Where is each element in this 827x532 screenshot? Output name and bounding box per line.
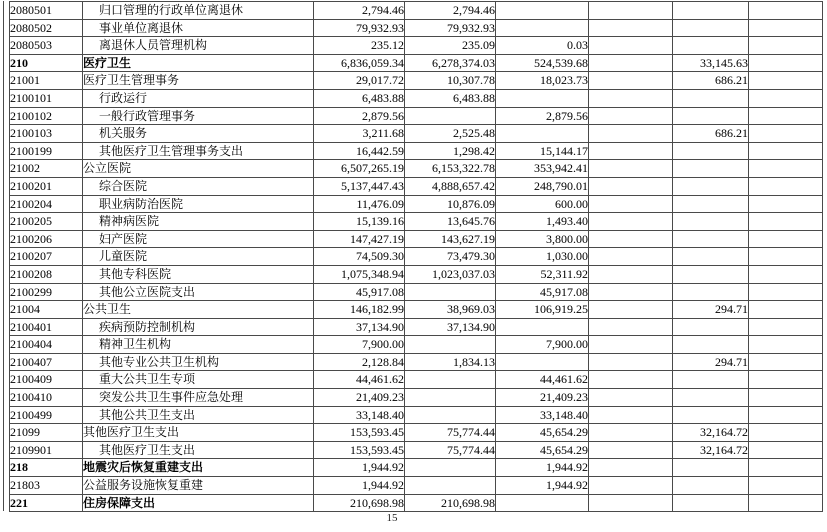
- table-row: [10, 371, 823, 389]
- code-cell: 2080503: [10, 37, 83, 55]
- amount-cell: [673, 37, 749, 55]
- amount-cell: [673, 195, 749, 213]
- table-row: [10, 37, 823, 55]
- amount-cell: 147,427.19: [314, 230, 405, 248]
- amount-cell: [589, 353, 673, 371]
- amount-cell: 52,311.92: [496, 265, 589, 283]
- amount-cell: [749, 459, 823, 477]
- table-row: [10, 248, 823, 266]
- amount-cell: 235.12: [314, 37, 405, 55]
- amount-cell: 3,211.68: [314, 125, 405, 143]
- amount-cell: [405, 406, 496, 424]
- code-cell: 21002: [10, 160, 83, 178]
- table-row: [10, 389, 823, 407]
- amount-cell: [749, 89, 823, 107]
- table-row: [10, 54, 823, 72]
- table-row: [10, 336, 823, 354]
- amount-cell: 4,888,657.42: [405, 177, 496, 195]
- amount-cell: [589, 54, 673, 72]
- table-row: [10, 213, 823, 231]
- amount-cell: [749, 195, 823, 213]
- budget-expenditure-table: [9, 1, 823, 512]
- amount-cell: [749, 2, 823, 20]
- name-cell: 离退休人员管理机构: [83, 37, 314, 55]
- name-cell: 其他医疗卫生支出: [83, 441, 314, 459]
- amount-cell: [673, 318, 749, 336]
- amount-cell: 210,698.98: [314, 494, 405, 512]
- name-cell: 儿童医院: [83, 248, 314, 266]
- code-cell: 21001: [10, 72, 83, 90]
- table-row: [10, 230, 823, 248]
- amount-cell: 7,900.00: [314, 336, 405, 354]
- amount-cell: 248,790.01: [496, 177, 589, 195]
- name-cell: 职业病防治医院: [83, 195, 314, 213]
- amount-cell: 32,164.72: [673, 441, 749, 459]
- table-row: [10, 19, 823, 37]
- amount-cell: [405, 283, 496, 301]
- amount-cell: 74,509.30: [314, 248, 405, 266]
- amount-cell: 7,900.00: [496, 336, 589, 354]
- code-cell: 2100204: [10, 195, 83, 213]
- amount-cell: [589, 177, 673, 195]
- amount-cell: 33,145.63: [673, 54, 749, 72]
- amount-cell: [749, 265, 823, 283]
- amount-cell: [496, 318, 589, 336]
- amount-cell: [589, 89, 673, 107]
- name-cell: 其他专业公共卫生机构: [83, 353, 314, 371]
- table-row: [10, 441, 823, 459]
- amount-cell: 1,030.00: [496, 248, 589, 266]
- code-cell: 2100401: [10, 318, 83, 336]
- amount-cell: [749, 353, 823, 371]
- amount-cell: 45,654.29: [496, 424, 589, 442]
- amount-cell: 21,409.23: [496, 389, 589, 407]
- amount-cell: [749, 213, 823, 231]
- amount-cell: 2,794.46: [314, 2, 405, 20]
- amount-cell: 37,134.90: [405, 318, 496, 336]
- amount-cell: [749, 160, 823, 178]
- amount-cell: [673, 160, 749, 178]
- amount-cell: 79,932.93: [405, 19, 496, 37]
- amount-cell: [589, 301, 673, 319]
- amount-cell: [673, 107, 749, 125]
- amount-cell: [673, 371, 749, 389]
- amount-cell: [673, 406, 749, 424]
- amount-cell: [673, 230, 749, 248]
- code-cell: 2100207: [10, 248, 83, 266]
- amount-cell: 18,023.73: [496, 72, 589, 90]
- code-cell: 2100410: [10, 389, 83, 407]
- amount-cell: 1,075,348.94: [314, 265, 405, 283]
- amount-cell: [496, 89, 589, 107]
- amount-cell: [673, 213, 749, 231]
- amount-cell: [589, 283, 673, 301]
- amount-cell: [749, 371, 823, 389]
- amount-cell: [673, 2, 749, 20]
- page-left-border-line: [3, 1, 4, 511]
- amount-cell: 146,182.99: [314, 301, 405, 319]
- name-cell: 其他公共卫生支出: [83, 406, 314, 424]
- amount-cell: [405, 459, 496, 477]
- amount-cell: [589, 19, 673, 37]
- name-cell: 其他公立医院支出: [83, 283, 314, 301]
- amount-cell: 75,774.44: [405, 424, 496, 442]
- amount-cell: [589, 441, 673, 459]
- amount-cell: 106,919.25: [496, 301, 589, 319]
- amount-cell: [749, 37, 823, 55]
- name-cell: 妇产医院: [83, 230, 314, 248]
- code-cell: 2100205: [10, 213, 83, 231]
- page-number: 15: [386, 512, 398, 524]
- amount-cell: [589, 406, 673, 424]
- amount-cell: [749, 389, 823, 407]
- amount-cell: 44,461.62: [496, 371, 589, 389]
- amount-cell: [749, 318, 823, 336]
- amount-cell: [673, 494, 749, 512]
- code-cell: 2100407: [10, 353, 83, 371]
- table-row: [10, 301, 823, 319]
- table-row: [10, 283, 823, 301]
- amount-cell: 75,774.44: [405, 441, 496, 459]
- amount-cell: 29,017.72: [314, 72, 405, 90]
- amount-cell: [496, 2, 589, 20]
- amount-cell: 153,593.45: [314, 441, 405, 459]
- table-row: [10, 177, 823, 195]
- amount-cell: 73,479.30: [405, 248, 496, 266]
- table-row: [10, 160, 823, 178]
- code-cell: 2100101: [10, 89, 83, 107]
- amount-cell: [749, 283, 823, 301]
- amount-cell: 21,409.23: [314, 389, 405, 407]
- amount-cell: [589, 459, 673, 477]
- code-cell: 2100199: [10, 142, 83, 160]
- amount-cell: 45,654.29: [496, 441, 589, 459]
- amount-cell: 45,917.08: [496, 283, 589, 301]
- name-cell: 医疗卫生管理事务: [83, 72, 314, 90]
- name-cell: 一般行政管理事务: [83, 107, 314, 125]
- amount-cell: [749, 441, 823, 459]
- amount-cell: [496, 353, 589, 371]
- amount-cell: [589, 230, 673, 248]
- amount-cell: [496, 494, 589, 512]
- amount-cell: [749, 248, 823, 266]
- amount-cell: 2,794.46: [405, 2, 496, 20]
- code-cell: 2080502: [10, 19, 83, 37]
- amount-cell: [405, 107, 496, 125]
- amount-cell: 1,493.40: [496, 213, 589, 231]
- name-cell: 其他专科医院: [83, 265, 314, 283]
- amount-cell: 44,461.62: [314, 371, 405, 389]
- amount-cell: [589, 336, 673, 354]
- amount-cell: [673, 477, 749, 495]
- code-cell: 2100404: [10, 336, 83, 354]
- code-cell: 2100102: [10, 107, 83, 125]
- amount-cell: 0.03: [496, 37, 589, 55]
- amount-cell: 235.09: [405, 37, 496, 55]
- amount-cell: [673, 265, 749, 283]
- amount-cell: 153,593.45: [314, 424, 405, 442]
- amount-cell: 15,139.16: [314, 213, 405, 231]
- name-cell: 精神卫生机构: [83, 336, 314, 354]
- table-row: [10, 2, 823, 20]
- amount-cell: [589, 248, 673, 266]
- code-cell: 21004: [10, 301, 83, 319]
- name-cell: 其他医疗卫生支出: [83, 424, 314, 442]
- name-cell: 疾病预防控制机构: [83, 318, 314, 336]
- amount-cell: 37,134.90: [314, 318, 405, 336]
- name-cell: 公共卫生: [83, 301, 314, 319]
- amount-cell: 33,148.40: [496, 406, 589, 424]
- code-cell: 2100208: [10, 265, 83, 283]
- table-row: [10, 477, 823, 495]
- amount-cell: [673, 248, 749, 266]
- amount-cell: [749, 107, 823, 125]
- amount-cell: 2,525.48: [405, 125, 496, 143]
- amount-cell: [749, 406, 823, 424]
- amount-cell: 5,137,447.43: [314, 177, 405, 195]
- code-cell: 210: [10, 54, 83, 72]
- name-cell: 重大公共卫生专项: [83, 371, 314, 389]
- amount-cell: 11,476.09: [314, 195, 405, 213]
- amount-cell: [405, 336, 496, 354]
- name-cell: 综合医院: [83, 177, 314, 195]
- amount-cell: 6,507,265.19: [314, 160, 405, 178]
- amount-cell: [673, 177, 749, 195]
- amount-cell: [589, 2, 673, 20]
- amount-cell: [749, 494, 823, 512]
- code-cell: 2100409: [10, 371, 83, 389]
- name-cell: 突发公共卫生事件应急处理: [83, 389, 314, 407]
- code-cell: 218: [10, 459, 83, 477]
- table-row: [10, 318, 823, 336]
- amount-cell: 6,836,059.34: [314, 54, 405, 72]
- amount-cell: [589, 318, 673, 336]
- amount-cell: 16,442.59: [314, 142, 405, 160]
- table-row: [10, 72, 823, 90]
- name-cell: 住房保障支出: [83, 494, 314, 512]
- amount-cell: [749, 477, 823, 495]
- amount-cell: [405, 371, 496, 389]
- amount-cell: 143,627.19: [405, 230, 496, 248]
- amount-cell: [589, 389, 673, 407]
- amount-cell: [673, 19, 749, 37]
- name-cell: 医疗卫生: [83, 54, 314, 72]
- amount-cell: 6,483.88: [405, 89, 496, 107]
- amount-cell: 13,645.76: [405, 213, 496, 231]
- amount-cell: [589, 494, 673, 512]
- amount-cell: [749, 424, 823, 442]
- amount-cell: 38,969.03: [405, 301, 496, 319]
- table-row: [10, 494, 823, 512]
- budget-table-body: [10, 2, 823, 512]
- code-cell: 2080501: [10, 2, 83, 20]
- amount-cell: [749, 72, 823, 90]
- amount-cell: 2,128.84: [314, 353, 405, 371]
- name-cell: 归口管理的行政单位离退休: [83, 2, 314, 20]
- name-cell: 其他医疗卫生管理事务支出: [83, 142, 314, 160]
- amount-cell: 6,483.88: [314, 89, 405, 107]
- table-row: [10, 424, 823, 442]
- amount-cell: [749, 54, 823, 72]
- code-cell: 2100201: [10, 177, 83, 195]
- table-row: [10, 142, 823, 160]
- amount-cell: 294.71: [673, 301, 749, 319]
- code-cell: 2100206: [10, 230, 83, 248]
- amount-cell: 524,539.68: [496, 54, 589, 72]
- amount-cell: 1,944.92: [496, 477, 589, 495]
- amount-cell: [749, 19, 823, 37]
- code-cell: 2100103: [10, 125, 83, 143]
- table-row: [10, 195, 823, 213]
- amount-cell: [589, 265, 673, 283]
- amount-cell: [589, 371, 673, 389]
- amount-cell: [589, 37, 673, 55]
- amount-cell: [673, 459, 749, 477]
- amount-cell: [496, 19, 589, 37]
- amount-cell: 1,944.92: [496, 459, 589, 477]
- amount-cell: 6,153,322.78: [405, 160, 496, 178]
- amount-cell: [589, 160, 673, 178]
- amount-cell: 15,144.17: [496, 142, 589, 160]
- amount-cell: [405, 477, 496, 495]
- table-row: [10, 89, 823, 107]
- name-cell: 机关服务: [83, 125, 314, 143]
- amount-cell: [589, 213, 673, 231]
- table-row: [10, 107, 823, 125]
- amount-cell: 353,942.41: [496, 160, 589, 178]
- code-cell: 2100299: [10, 283, 83, 301]
- amount-cell: 1,298.42: [405, 142, 496, 160]
- amount-cell: [749, 336, 823, 354]
- amount-cell: [589, 125, 673, 143]
- amount-cell: [589, 195, 673, 213]
- code-cell: 2100499: [10, 406, 83, 424]
- amount-cell: [589, 107, 673, 125]
- code-cell: 21099: [10, 424, 83, 442]
- amount-cell: 686.21: [673, 125, 749, 143]
- amount-cell: [673, 142, 749, 160]
- name-cell: 事业单位离退休: [83, 19, 314, 37]
- amount-cell: 2,879.56: [496, 107, 589, 125]
- amount-cell: [673, 89, 749, 107]
- code-cell: 221: [10, 494, 83, 512]
- amount-cell: 10,307.78: [405, 72, 496, 90]
- amount-cell: 79,932.93: [314, 19, 405, 37]
- table-row: [10, 125, 823, 143]
- amount-cell: 45,917.08: [314, 283, 405, 301]
- amount-cell: [749, 125, 823, 143]
- amount-cell: 10,876.09: [405, 195, 496, 213]
- amount-cell: 3,800.00: [496, 230, 589, 248]
- amount-cell: 1,023,037.03: [405, 265, 496, 283]
- amount-cell: 2,879.56: [314, 107, 405, 125]
- table-row: [10, 406, 823, 424]
- amount-cell: [749, 301, 823, 319]
- table-row: [10, 353, 823, 371]
- amount-cell: [749, 230, 823, 248]
- amount-cell: [749, 142, 823, 160]
- amount-cell: [405, 389, 496, 407]
- amount-cell: [749, 177, 823, 195]
- amount-cell: 6,278,374.03: [405, 54, 496, 72]
- amount-cell: [589, 142, 673, 160]
- amount-cell: 33,148.40: [314, 406, 405, 424]
- amount-cell: [673, 389, 749, 407]
- name-cell: 行政运行: [83, 89, 314, 107]
- amount-cell: [673, 336, 749, 354]
- amount-cell: [589, 72, 673, 90]
- name-cell: 精神病医院: [83, 213, 314, 231]
- amount-cell: 210,698.98: [405, 494, 496, 512]
- amount-cell: 600.00: [496, 195, 589, 213]
- amount-cell: 1,834.13: [405, 353, 496, 371]
- amount-cell: 686.21: [673, 72, 749, 90]
- amount-cell: 1,944.92: [314, 459, 405, 477]
- amount-cell: 1,944.92: [314, 477, 405, 495]
- amount-cell: [496, 125, 589, 143]
- code-cell: 2109901: [10, 441, 83, 459]
- name-cell: 公益服务设施恢复重建: [83, 477, 314, 495]
- amount-cell: 294.71: [673, 353, 749, 371]
- code-cell: 21803: [10, 477, 83, 495]
- amount-cell: 32,164.72: [673, 424, 749, 442]
- amount-cell: [673, 283, 749, 301]
- amount-cell: [589, 477, 673, 495]
- name-cell: 公立医院: [83, 160, 314, 178]
- table-row: [10, 265, 823, 283]
- name-cell: 地震灾后恢复重建支出: [83, 459, 314, 477]
- table-row: [10, 459, 823, 477]
- amount-cell: [589, 424, 673, 442]
